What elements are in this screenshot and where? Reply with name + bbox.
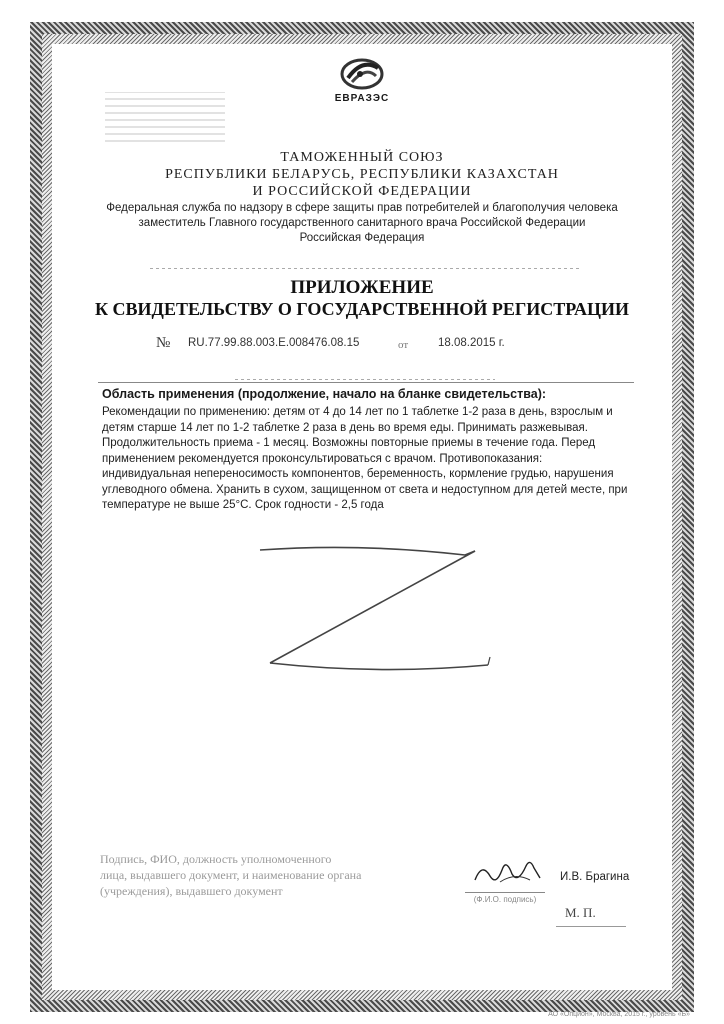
footer-caption-line: (учреждения), выдавшего документ bbox=[100, 884, 283, 898]
footer-caption-line: Подпись, ФИО, должность уполномоченного bbox=[100, 852, 332, 866]
content-heading: Область применения (продолжение, начало на бланке свидетельства): bbox=[102, 387, 547, 401]
union-title-line2: РЕСПУБЛИКИ БЕЛАРУСЬ, РЕСПУБЛИКИ КАЗАХСТАН bbox=[165, 167, 559, 182]
union-title-line3: И РОССИЙСКОЙ ФЕДЕРАЦИИ bbox=[252, 184, 472, 199]
number-divider bbox=[235, 379, 495, 380]
z-cancellation-mark bbox=[250, 535, 510, 695]
agency-line1: Федеральная служба по надзору в сфере защиты прав потребителей и благополучия человека bbox=[106, 202, 618, 214]
stamp-line bbox=[556, 926, 626, 927]
content-line: применением рекомендуется проконсультироваться с врачом. Противопоказания: bbox=[102, 452, 543, 465]
from-label: от bbox=[398, 339, 409, 351]
document-title-line2: К СВИДЕТЕЛЬСТВУ О ГОСУДАРСТВЕННОЙ РЕГИСТРАЦИИ bbox=[95, 299, 629, 319]
footer-caption-line: лица, выдавшего документ, и наименование органа bbox=[100, 868, 362, 882]
registration-number-line bbox=[130, 335, 570, 355]
content-line: температуре не выше 25°С. Срок годности - 2,5 года bbox=[102, 499, 384, 511]
number-sign: № bbox=[156, 335, 171, 351]
signature-caption: (Ф.И.О. подпись) bbox=[473, 895, 537, 904]
union-title-line1: ТАМОЖЕННЫЙ СОЮЗ bbox=[280, 150, 444, 165]
signer-name: И.В. Брагина bbox=[560, 871, 630, 883]
content-line: углеводного обмена. Хранить в сухом, защищенном от света и недоступном для детей месте, при bbox=[102, 483, 628, 496]
footer-official-caption bbox=[100, 851, 400, 899]
country-line: Российская Федерация bbox=[299, 232, 425, 244]
signature-line bbox=[465, 892, 545, 893]
content-line: индивидуальная непереносимость компонентов, беременность, кормление грудью, нарушения bbox=[102, 468, 614, 480]
registration-number: RU.77.99.88.003.Е.008476.08.15 bbox=[188, 337, 360, 349]
handwritten-signature bbox=[470, 852, 550, 892]
content-line: Рекомендации по применению: детям от 4 до 14 лет по 1 таблетке 1-2 раза в день, взрослым и bbox=[102, 406, 613, 418]
printer-note: АО «Опцион», Москва, 2015 г., уровень «Б» bbox=[548, 1011, 690, 1018]
content-line: Продолжительность приема - 1 месяц. Возможны повторные приемы в течение года. Перед bbox=[102, 437, 596, 449]
header-divider bbox=[150, 268, 580, 269]
agency-line2: заместитель Главного государственного санитарного врача Российской Федерации bbox=[138, 217, 586, 229]
document-title-line1: ПРИЛОЖЕНИЕ bbox=[290, 277, 434, 298]
registration-date: 18.08.2015 г. bbox=[438, 337, 505, 349]
stamp-placeholder-label: М. П. bbox=[565, 905, 596, 920]
faint-stamp-mark bbox=[105, 92, 225, 142]
logo-label: ЕВРАЗЭС bbox=[334, 93, 390, 104]
content-body bbox=[102, 405, 632, 514]
content-line: детям старше 14 лет по 1-2 таблетке 2 раза в день во время еды. Принимать разжевывая. bbox=[102, 421, 588, 434]
